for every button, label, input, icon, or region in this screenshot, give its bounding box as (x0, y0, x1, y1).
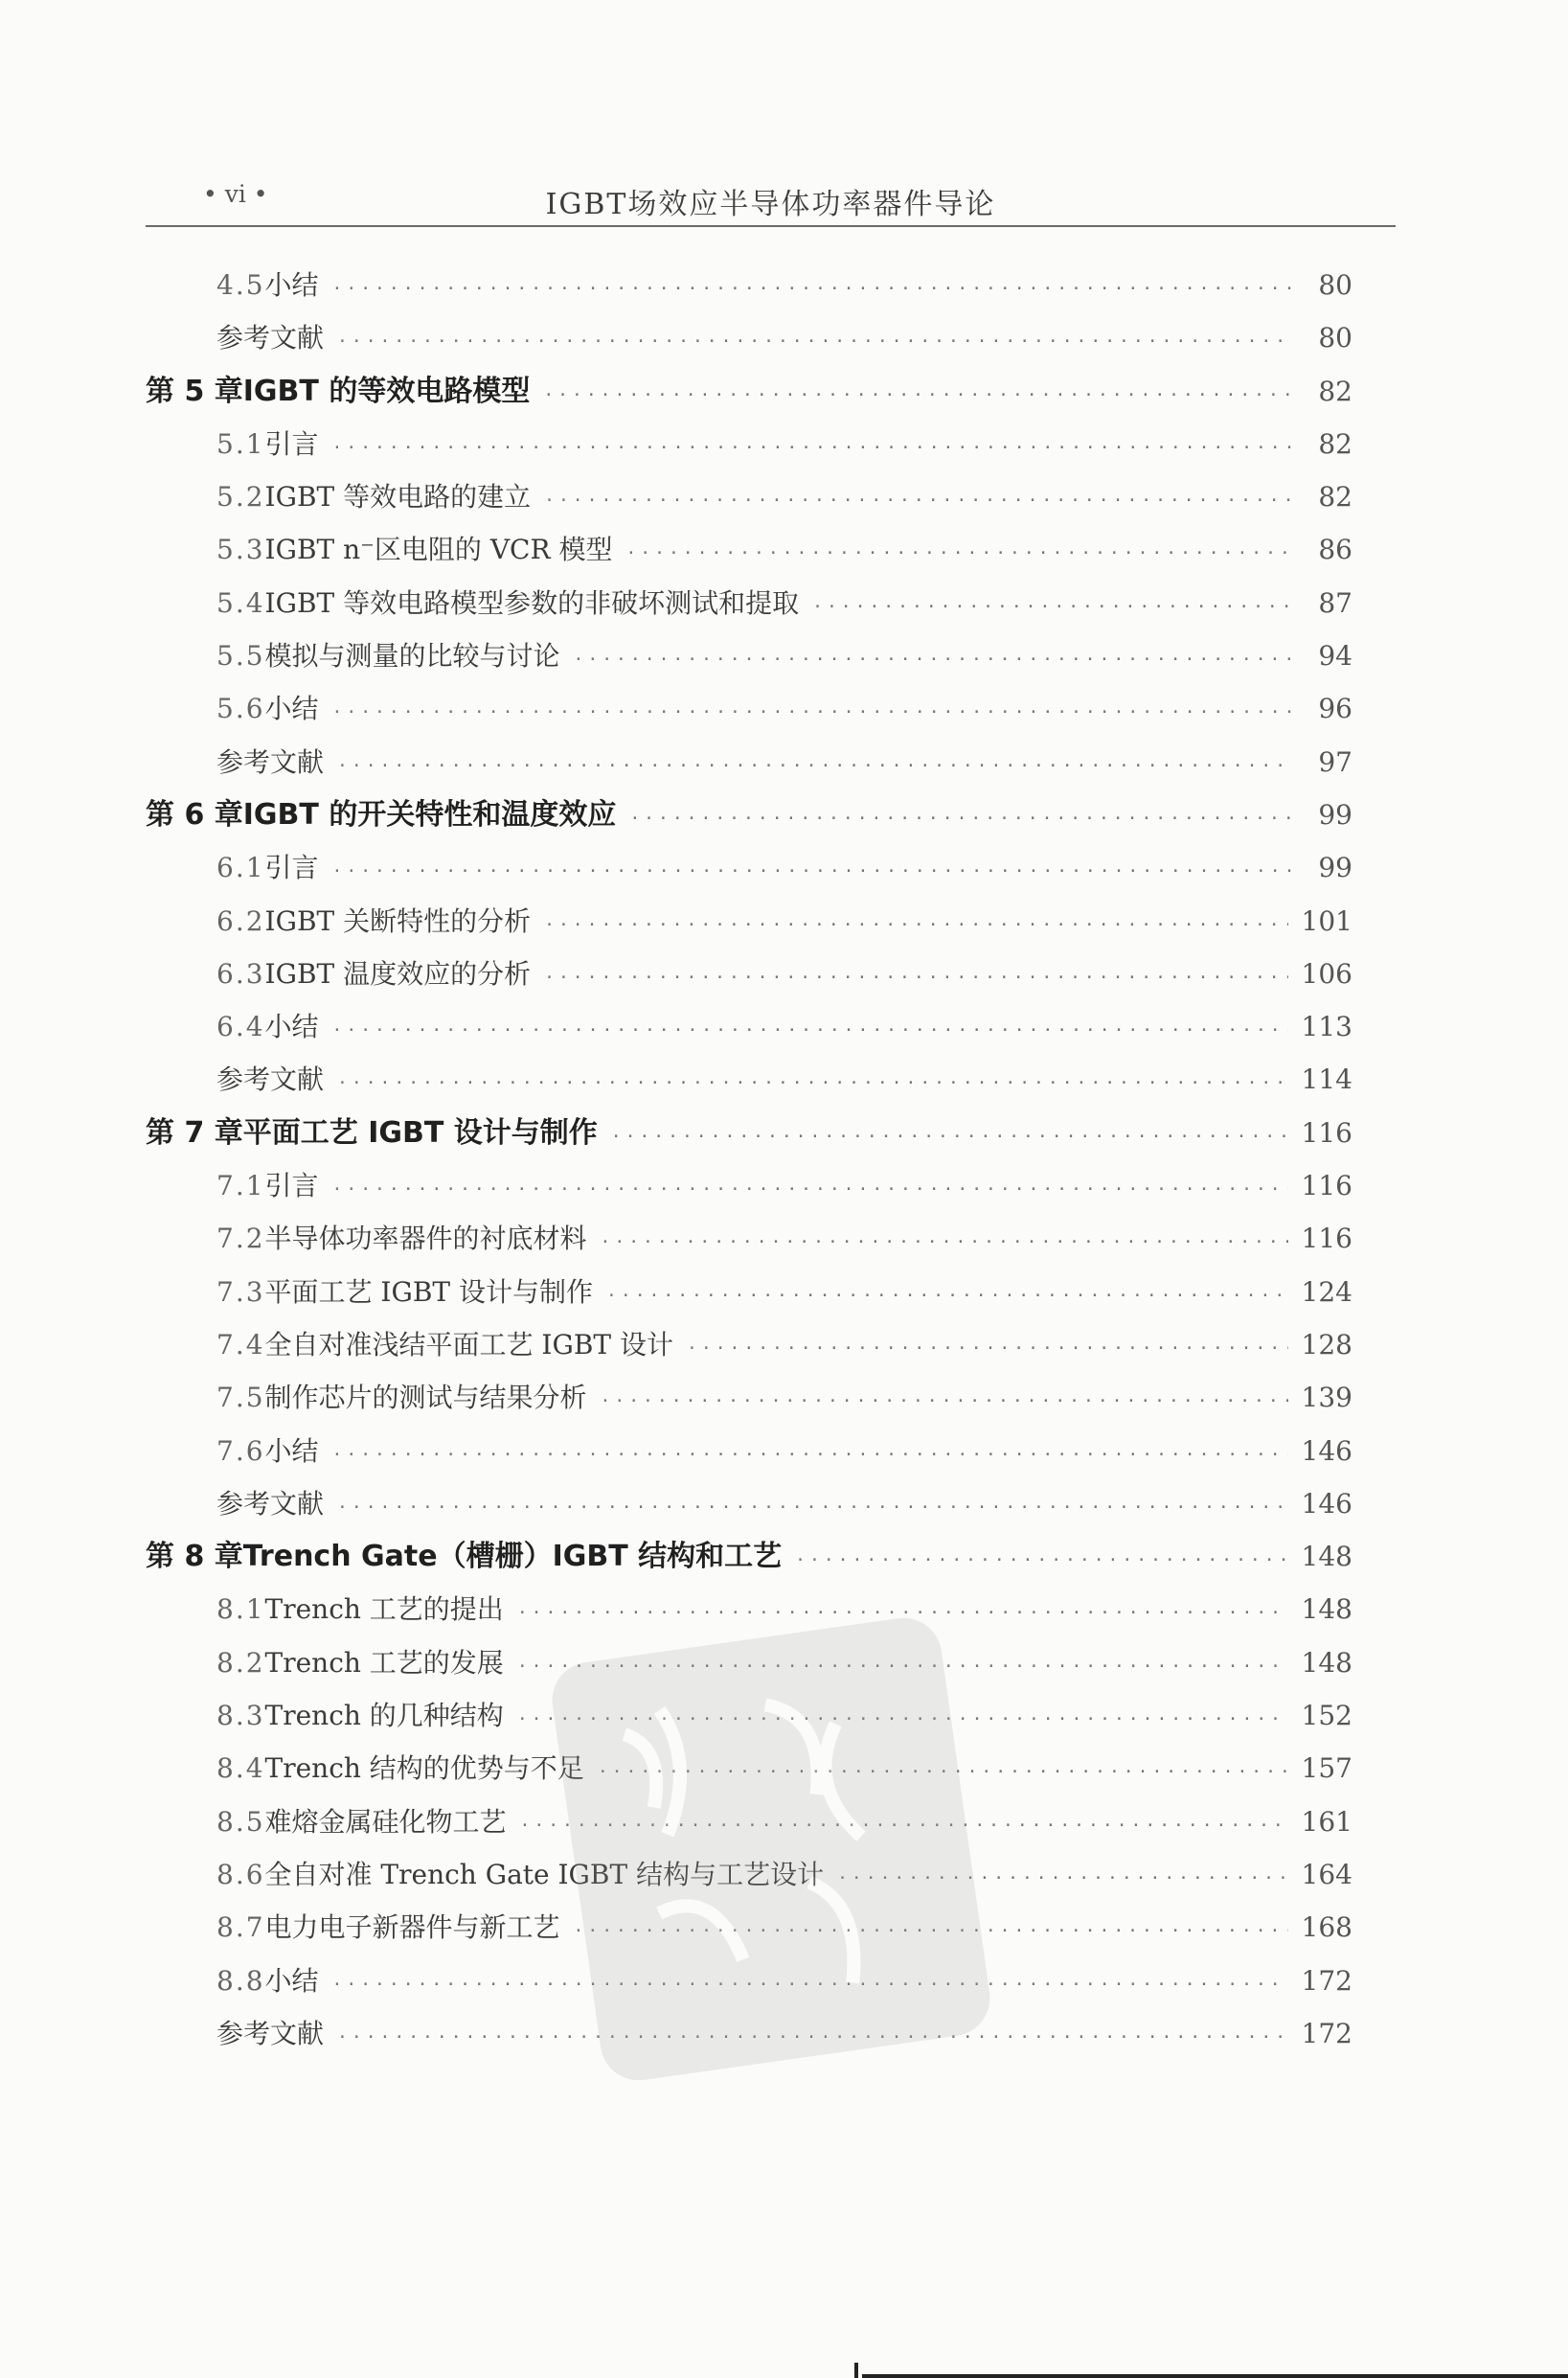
toc-section-entry (146, 1000, 1352, 1053)
toc-section-entry (146, 1266, 1352, 1318)
entry-page-number: 172 (1301, 1964, 1352, 1997)
entry-page-number: 164 (1301, 1858, 1352, 1890)
entry-page-number: 116 (1301, 1223, 1352, 1255)
dot-leader (611, 1110, 1288, 1163)
toc-section-entry (146, 418, 1352, 470)
dot-leader (337, 740, 1293, 792)
toc-section-entry (146, 1371, 1352, 1424)
section-number: 8.1 (216, 1593, 265, 1626)
entry-title: 平面工艺 IGBT 设计与制作 (242, 1115, 598, 1150)
entry-page-number: 146 (1301, 1487, 1352, 1520)
toc-section-entry (146, 1212, 1352, 1265)
toc-section-entry (146, 1159, 1352, 1212)
entry-page-number: 99 (1318, 852, 1352, 884)
entry-title: Trench 结构的优势与不足 (264, 1752, 584, 1785)
entry-page-number: 148 (1301, 1541, 1352, 1573)
entry-title: IGBT 的等效电路模型 (242, 374, 531, 408)
dot-leader (337, 315, 1293, 368)
entry-page-number: 148 (1301, 1646, 1352, 1679)
toc-references-entry (146, 2007, 1352, 2060)
section-number: 6.3 (216, 957, 265, 990)
chapter-number: 第 6 章 (146, 797, 243, 832)
entry-page-number: 128 (1301, 1328, 1352, 1360)
table-of-contents (146, 259, 1352, 2060)
entry-page-number: 168 (1301, 1911, 1352, 1944)
entry-page-number: 146 (1301, 1434, 1352, 1467)
entry-page-number: 124 (1301, 1275, 1352, 1308)
toc-section-entry (146, 682, 1352, 735)
entry-page-number: 97 (1318, 745, 1352, 778)
entry-title: Trench 工艺的发展 (264, 1646, 504, 1679)
section-number: 8.8 (216, 1964, 265, 1997)
chapter-number: 第 7 章 (146, 1115, 243, 1150)
entry-title: 电力电子新器件与新工艺 (264, 1911, 560, 1944)
section-number: 7.3 (216, 1275, 265, 1308)
section-number: 8.3 (216, 1700, 265, 1732)
entry-title: Trench 的几种结构 (264, 1700, 504, 1732)
entry-page-number: 99 (1318, 798, 1352, 831)
entry-title: IGBT 温度效应的分析 (264, 957, 532, 990)
dot-leader (517, 1693, 1288, 1746)
dot-leader (332, 1958, 1288, 2011)
toc-section-entry (146, 1689, 1352, 1742)
dot-leader (332, 686, 1293, 739)
entry-page-number: 87 (1318, 586, 1352, 619)
entry-page-number: 94 (1318, 640, 1352, 673)
section-number: 6.2 (216, 904, 265, 937)
dot-leader (332, 263, 1293, 315)
dot-leader (517, 1640, 1288, 1693)
entry-page-number: 148 (1301, 1593, 1352, 1626)
dot-leader (332, 1163, 1288, 1216)
entry-title: 模拟与测量的比较与讨论 (264, 640, 560, 673)
section-number: 5.1 (216, 427, 265, 460)
dot-leader (606, 1269, 1288, 1322)
dot-leader (332, 422, 1293, 474)
toc-section-entry (146, 841, 1352, 894)
entry-title: IGBT 等效电路模型参数的非破坏测试和提取 (264, 586, 800, 619)
section-number: 7.1 (216, 1170, 265, 1202)
toc-section-entry (146, 1795, 1352, 1848)
entry-page-number: 106 (1301, 957, 1352, 990)
entry-title: 参考文献 (216, 322, 325, 354)
section-number: 6.1 (216, 852, 265, 884)
toc-chapter-entry (146, 1107, 1352, 1159)
toc-section-entry (146, 1742, 1352, 1795)
entry-title: 平面工艺 IGBT 设计与制作 (264, 1275, 594, 1308)
section-number: 8.5 (216, 1805, 265, 1838)
chapter-number: 第 5 章 (146, 374, 243, 408)
dot-leader (337, 1481, 1288, 1534)
toc-section-entry (146, 1583, 1352, 1635)
entry-page-number: 116 (1301, 1170, 1352, 1202)
entry-page-number: 157 (1301, 1752, 1352, 1785)
dot-leader (812, 581, 1293, 633)
toc-section-entry (146, 629, 1352, 682)
entry-page-number: 80 (1318, 269, 1352, 301)
entry-page-number: 82 (1318, 427, 1352, 460)
toc-section-entry (146, 948, 1352, 1000)
entry-title: 小结 (264, 693, 319, 725)
toc-references-entry (146, 1477, 1352, 1530)
dot-leader (544, 951, 1287, 1004)
section-number: 8.2 (216, 1646, 265, 1679)
toc-section-entry (146, 1425, 1352, 1477)
entry-title: 参考文献 (216, 745, 325, 778)
dot-leader (332, 1429, 1288, 1481)
dot-leader (517, 1587, 1288, 1639)
section-number: 5.2 (216, 481, 265, 514)
dot-leader (687, 1322, 1288, 1375)
entry-page-number: 113 (1301, 1011, 1352, 1043)
entry-title: 小结 (264, 269, 319, 301)
section-number: 8.7 (216, 1911, 265, 1944)
section-number: 5.5 (216, 640, 265, 673)
entry-page-number: 80 (1318, 322, 1352, 354)
toc-chapter-entry (146, 365, 1352, 418)
section-number: 8.6 (216, 1858, 265, 1890)
entry-title: IGBT 关断特性的分析 (264, 904, 532, 937)
dot-leader (332, 845, 1293, 898)
entry-title: Trench Gate（槽栅）IGBT 结构和工艺 (242, 1540, 783, 1574)
toc-references-entry (146, 311, 1352, 364)
entry-page-number: 172 (1301, 2017, 1352, 2049)
toc-references-entry (146, 736, 1352, 789)
entry-title: Trench 工艺的提出 (264, 1593, 504, 1626)
section-number: 7.5 (216, 1382, 265, 1414)
entry-title: 难熔金属硅化物工艺 (264, 1805, 507, 1838)
entry-page-number: 82 (1318, 375, 1352, 407)
entry-page-number: 101 (1301, 904, 1352, 937)
section-number: 7.2 (216, 1223, 265, 1255)
dot-leader (625, 527, 1293, 580)
header-rule (146, 225, 1396, 227)
scan-edge-line (862, 2374, 1568, 2378)
dot-leader (574, 633, 1293, 686)
dot-leader (629, 792, 1293, 845)
toc-section-entry (146, 895, 1352, 948)
toc-section-entry (146, 259, 1352, 311)
dot-leader (543, 369, 1293, 422)
entry-title: 制作芯片的测试与结果分析 (264, 1382, 587, 1414)
entry-title: IGBT 等效电路的建立 (264, 481, 532, 514)
entry-page-number: 82 (1318, 481, 1352, 514)
toc-section-entry (146, 1848, 1352, 1901)
book-title: IGBT场效应半导体功率器件导论 (545, 188, 996, 221)
dot-leader (795, 1534, 1287, 1587)
toc-section-entry (146, 1318, 1352, 1371)
dot-leader (544, 474, 1293, 527)
dot-leader (598, 1746, 1288, 1798)
toc-section-entry (146, 1955, 1352, 2007)
running-header (146, 180, 1396, 222)
entry-title: IGBT n⁻区电阻的 VCR 模型 (264, 534, 613, 566)
entry-title: 半导体功率器件的衬底材料 (264, 1223, 587, 1255)
dot-leader (337, 2011, 1288, 2064)
section-number: 6.4 (216, 1011, 265, 1043)
section-number: 7.4 (216, 1328, 265, 1360)
page-number: • vi • (203, 180, 268, 208)
section-number: 5.6 (216, 693, 265, 725)
dot-leader (837, 1852, 1287, 1905)
entry-title: IGBT 的开关特性和温度效应 (242, 797, 617, 832)
entry-page-number: 116 (1301, 1116, 1352, 1149)
toc-section-entry (146, 470, 1352, 523)
chapter-number: 第 8 章 (146, 1540, 243, 1574)
entry-title: 引言 (264, 852, 319, 884)
entry-page-number: 139 (1301, 1382, 1352, 1414)
toc-section-entry (146, 1901, 1352, 1954)
toc-references-entry (146, 1053, 1352, 1106)
entry-title: 全自对准浅结平面工艺 IGBT 设计 (264, 1328, 674, 1360)
entry-title: 参考文献 (216, 2017, 325, 2049)
toc-chapter-entry (146, 789, 1352, 841)
toc-chapter-entry (146, 1530, 1352, 1583)
toc-section-entry (146, 523, 1352, 576)
entry-page-number: 86 (1318, 534, 1352, 566)
section-number: 5.3 (216, 534, 265, 566)
dot-leader (337, 1057, 1288, 1109)
dot-leader (601, 1216, 1288, 1269)
section-number: 4.5 (216, 269, 265, 301)
entry-page-number: 152 (1301, 1700, 1352, 1732)
dot-leader (544, 899, 1287, 951)
section-number: 8.4 (216, 1752, 265, 1785)
section-number: 7.6 (216, 1434, 265, 1467)
section-number: 5.4 (216, 586, 265, 619)
entry-title: 引言 (264, 427, 319, 460)
entry-title: 小结 (264, 1434, 319, 1467)
dot-leader (574, 1905, 1288, 1957)
entry-title: 全自对准 Trench Gate IGBT 结构与工艺设计 (264, 1858, 825, 1890)
dot-leader (520, 1799, 1288, 1852)
entry-title: 小结 (264, 1964, 319, 1997)
entry-title: 小结 (264, 1011, 319, 1043)
entry-title: 参考文献 (216, 1063, 325, 1096)
scan-mark (854, 2363, 858, 2378)
toc-section-entry (146, 577, 1352, 629)
entry-page-number: 114 (1301, 1063, 1352, 1096)
dot-leader (601, 1375, 1288, 1428)
toc-section-entry (146, 1636, 1352, 1689)
entry-title: 引言 (264, 1170, 319, 1202)
dot-leader (332, 1004, 1288, 1057)
entry-page-number: 161 (1301, 1805, 1352, 1838)
entry-title: 参考文献 (216, 1487, 325, 1520)
entry-page-number: 96 (1318, 693, 1352, 725)
